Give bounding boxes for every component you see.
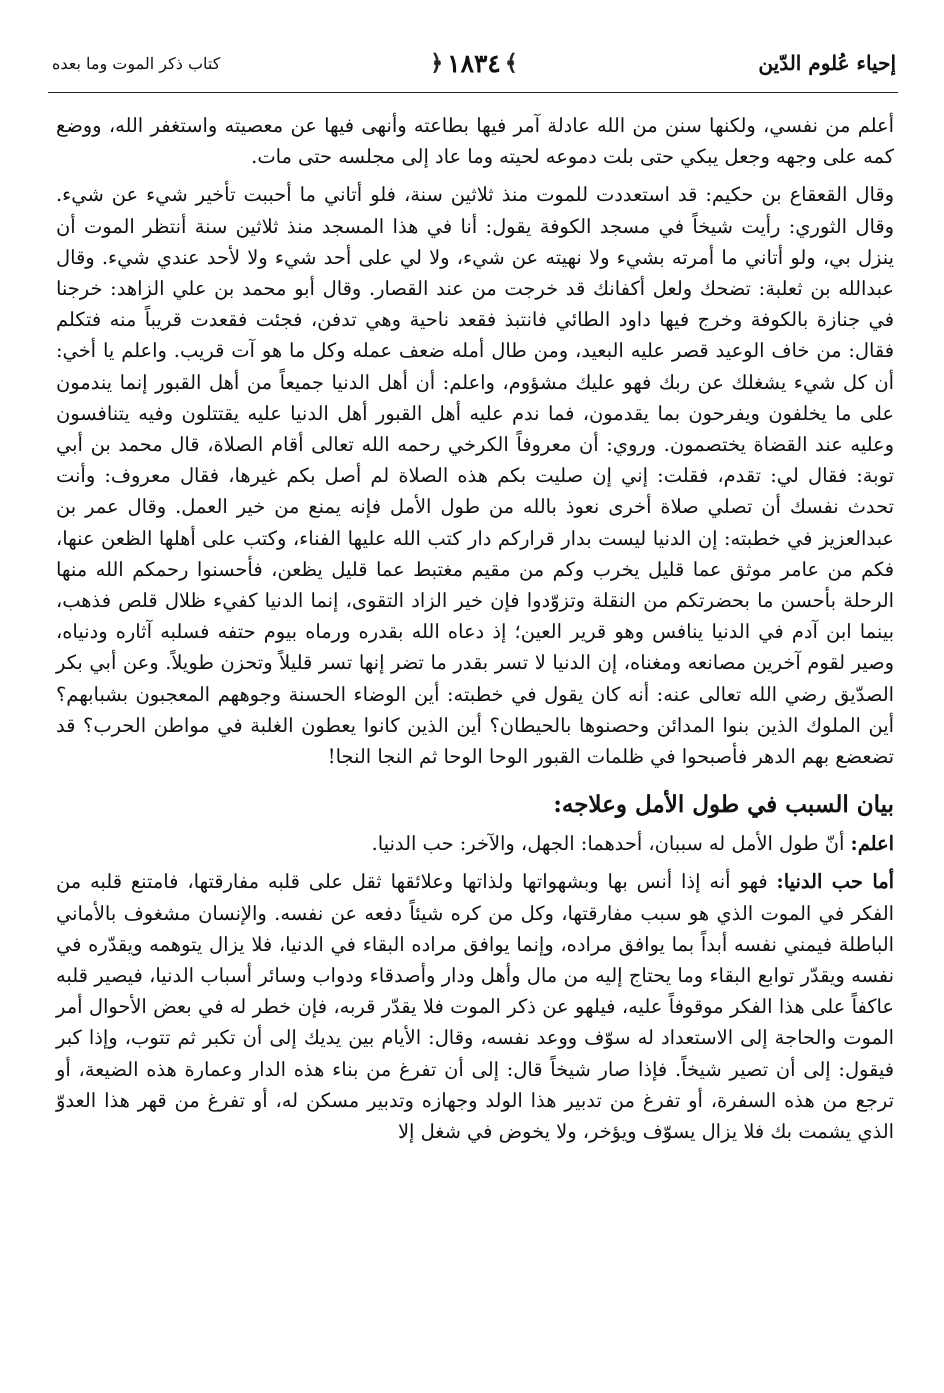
- header-divider: [48, 92, 898, 93]
- running-header: [52, 40, 896, 86]
- page-body: [56, 110, 894, 1154]
- chapter-title: كتاب ذكر الموت وما بعده: [52, 53, 221, 73]
- book-title: إحياء عُلوم الدّين: [758, 51, 896, 75]
- paragraph: وقال القعقاع بن حكيم: قد استعددت للموت منذ ثلاثين سنة، فلو أتاني ما أحببت تأخير شيء عن شيء. وقال الثوري: رأيت شيخاً في مسجد الكوفة يقول: أنا في هذا المسجد منذ ثلاثين سنة أنتظر الموت أن ينزل بي، ولو أتاني ما أمرته بشيء ولا نهيته عن شيء، ولا لي على أحد شيء ولا لأحد عندي شيء. وقال عبدالله بن ثعلبة: تضحك ولعل أكفانك قد خرجت من عند القصار. وقال أبو محمد بن علي الزاهد: خرجنا في جنازة بالكوفة وخرج فيها داود الطائي فانتبذ فقعد ناحية وهي تدفن، فجئت فقعدت قريباً منه فتكلم فقال: من خاف الوعيد قصر عليه البعيد، ومن طال أمله ضعف عمله وكل ما هو آت قريب. واعلم يا أخي: أن كل شيء يشغلك عن ربك فهو عليك مشؤوم، واعلم: أن أهل الدنيا جميعاً من أهل القبور إنما يندمون على ما يخلفون ويفرحون بما يقدمون، فما ندم عليه أهل القبور أهل الدنيا عليه يقتتلون وفيه يتنافسون وعليه عند القضاة يختصمون. وروي: أن معروفاً الكرخي رحمه الله تعالى أقام الصلاة، قال محمد بن أبي توبة: فقال لي: تقدم، فقلت: إني إن صليت بكم هذه الصلاة لم أصل بكم غيرها، فقال معروف: وأنت تحدث نفسك أن تصلي صلاة أخرى نعوذ بالله من طول الأمل فإنه يمنع من خير العمل. وقال عمر بن عبدالعزيز في خطبته: إن الدنيا ليست بدار قراركم دار كتب الله عليها الفناء، وكتب على أهلها الظعن عنها، فكم من عامر موثق عما قليل يخرب وكم من مقيم مغتبط عما قليل يظعن، فأحسنوا رحمكم الله منها الرحلة بأحسن ما بحضرتكم من النقلة وتزوّدوا فإن خير الزاد التقوى، إنما الدنيا كفيء ظلال قلص فذهب، بينما ابن آدم في الدنيا ينافس وهو قرير العين؛ إذ دعاه الله بقدره ورماه بيوم حتفه فسلبه آثاره ودنياه، وصير لقوم آخرين مصانعه ومغناه، إن الدنيا لا تسر بقدر ما تضر إنها تسر قليلاً وتحزن طويلاً. وعن أبي بكر الصدّيق رضي الله تعالى عنه: أنه كان يقول في خطبته: أين الوضاء الحسنة وجوههم المعجبون بشبابهم؟ أين الملوك الذين بنوا المدائن وحصنوها بالحيطان؟ أين الذين كانوا يعطون الغلبة في مواطن الحرب؟ قد تضعضع بهم الدهر فأصبحوا في ظلمات القبور الوحا الوحا ثم النجا النجا!: [56, 183, 894, 769]
- section-paragraph: [56, 828, 894, 859]
- paragraph: أعلم من نفسي، ولكنها سنن من الله عادلة آمر فيها بطاعته وأنهى فيها عن معصيته واستغفر الله، ووضع كمه على وجهه وجعل يبكي حتى بلت دموعه لحيته وما عاد إلى مجلسه حتى مات.: [56, 114, 894, 169]
- paragraph-text: أنّ طول الأمل له سببان، أحدهما: الجهل، والآخر: حب الدنيا.: [371, 832, 851, 856]
- ornament-left-icon: ﴿: [430, 50, 444, 76]
- section-heading: بيان السبب في طول الأمل وعلاجه:: [553, 791, 894, 819]
- page-number-text: ١٨٣٤: [447, 48, 501, 78]
- paragraph-lead: أما حب الدنيا:: [776, 870, 894, 894]
- ornament-right-icon: ﴾: [504, 50, 518, 76]
- page-number: [430, 49, 518, 78]
- paragraph-lead: اعلم:: [850, 832, 894, 856]
- paragraph-text: فهو أنه إذا أنس بها وبشهواتها ولذاتها وعلائقها ثقل على قلبه مفارقتها، فامتنع قلبه من الفكر في الموت الذي هو سبب مفارقتها، وكل من كره شيئاً دفعه عن نفسه. والإنسان مشغوف بالأماني الباطلة فيمني نفسه أبداً بما يوافق مراده، وإنما يوافق مراده البقاء في الدنيا، فلا يزال يتوهمه ويقدّره في نفسه ويقدّر توابع البقاء وما يحتاج إليه من مال وأهل ودار وأصدقاء ودواب وسائر أسباب الدنيا، فيصير قلبه عاكفاً على هذا الفكر موقوفاً عليه، فيلهو عن ذكر الموت فلا يقدّر قربه، فإن خطر له في بعض الأحوال أمر الموت والحاجة إلى الاستعداد له سوّف ووعد نفسه، وقال: الأيام بين يديك إلى أن تكبر ثم تتوب، وإذا كبر فيقول: إلى أن تصير شيخاً. فإذا صار شيخاً قال: إلى أن تفرغ من بناء هذه الدار وعمارة هذه الضيعة، أو ترجع من هذه السفرة، أو تفرغ من تدبير هذا الولد وجهازه وتدبير مسكن له، أو تفرغ من قهر هذا العدوّ الذي يشمت بك فلا يزال يسوّف ويؤخر، ولا يخوض في شغل إلا: [56, 870, 894, 1144]
- section-paragraph: [56, 866, 894, 1147]
